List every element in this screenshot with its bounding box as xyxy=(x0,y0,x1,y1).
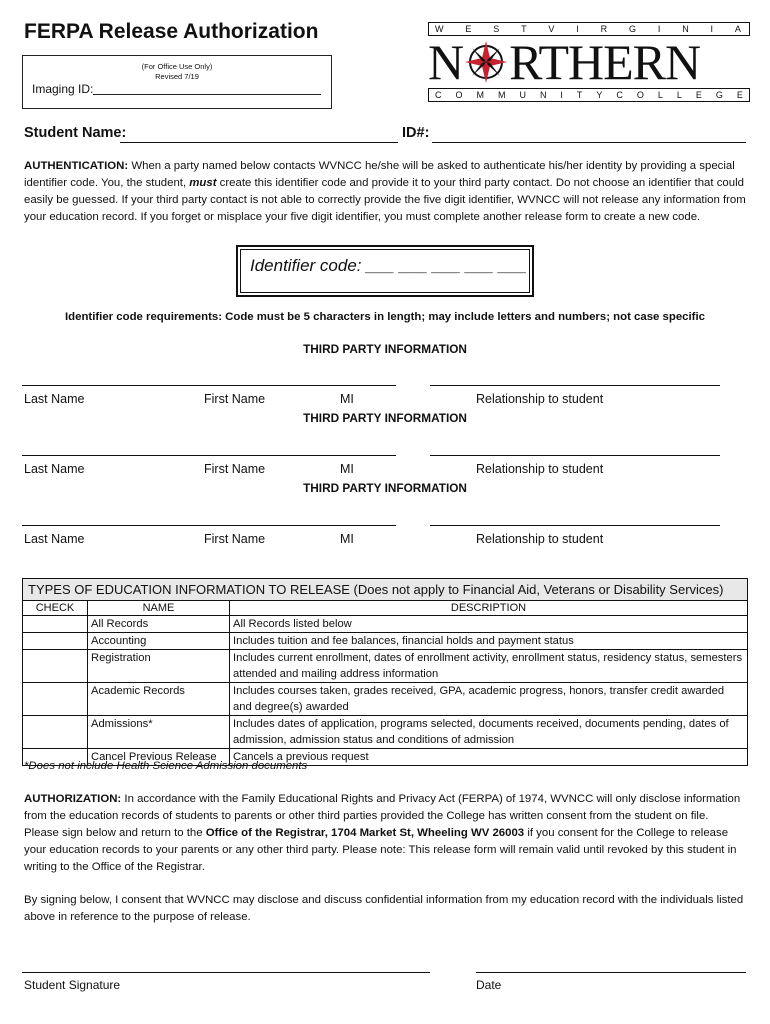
logo-college-letter-2: M xyxy=(476,90,484,100)
check-cell-academic-records[interactable] xyxy=(23,683,88,716)
column-header-name: NAME xyxy=(88,601,230,616)
authentication-emphasis: must xyxy=(189,177,217,189)
mi-label-1: MI xyxy=(340,392,354,406)
logo-college-letter-11: L xyxy=(657,90,663,100)
table-row xyxy=(23,650,748,683)
authorization-text-2: if you consent for the College to release your education records to your parents or any other third party. Please note: This release form will remain valid until revoked by this student in writing to the Office of the Registrar. xyxy=(24,827,737,873)
third-party-name-field-1[interactable] xyxy=(22,385,396,386)
logo-state-letter-7: G xyxy=(628,24,638,34)
release-types-header: TYPES OF EDUCATION INFORMATION TO RELEASE (Does not apply to Financial Aid, Veterans or Disability Services) xyxy=(23,579,748,601)
student-signature-field[interactable] xyxy=(22,972,430,973)
row-name: Registration xyxy=(88,650,230,683)
logo-college-letter-3: M xyxy=(497,90,506,100)
check-cell-admissions[interactable] xyxy=(23,716,88,749)
column-header-description: DESCRIPTION xyxy=(230,601,748,616)
logo-college-letter-14: G xyxy=(715,90,723,100)
table-row xyxy=(23,616,748,633)
compass-rose-icon xyxy=(464,39,508,85)
authentication-text-2: create this identifier code and provide it to your third party contact. Do not choose an identifier that could easily be guessed. If your third party contact is not able to correctly provide the five digit identifier, WVNCC will not release any information from your education record. If you forget or misplace your five digit identifier, you must complete another release form to create a new code. xyxy=(24,177,746,223)
first-name-label-2: First Name xyxy=(204,462,266,476)
student-name-label: Student Name: xyxy=(24,125,127,141)
authentication-text-1: When a party named below contacts WVNCC he/she will be asked to authenticate his/her identity by providing a special identifier code. You, the student, xyxy=(24,160,735,189)
table-row xyxy=(23,683,748,716)
date-label: Date xyxy=(476,978,502,992)
logo-state-letter-1: E xyxy=(465,24,474,34)
logo-college-letter-15: E xyxy=(736,90,743,100)
third-party-title-1: THIRD PARTY INFORMATION xyxy=(303,342,467,356)
logo-college-letter-8: Y xyxy=(596,90,603,100)
first-name-label-1: First Name xyxy=(204,392,266,406)
identifier-code-label: Identifier code: ___ ___ ___ ___ ___ xyxy=(250,256,527,275)
check-cell-registration[interactable] xyxy=(23,650,88,683)
logo-letters-rthern: RTHERN xyxy=(509,34,701,90)
third-party-title-2: THIRD PARTY INFORMATION xyxy=(303,411,467,425)
logo-state-letter-10: I xyxy=(710,24,716,34)
last-name-label-2: Last Name xyxy=(24,462,85,476)
column-header-check: CHECK xyxy=(23,601,88,616)
relationship-label-3: Relationship to student xyxy=(476,532,604,546)
logo-state-letter-11: A xyxy=(734,24,743,34)
date-field[interactable] xyxy=(476,972,746,973)
student-id-field[interactable] xyxy=(432,142,746,143)
authentication-paragraph xyxy=(24,158,746,226)
logo-college-letter-1: O xyxy=(455,90,463,100)
logo-state-letter-2: S xyxy=(493,24,502,34)
page-title: FERPA Release Authorization xyxy=(24,20,319,43)
logo-college-letter-12: L xyxy=(676,90,682,100)
office-use-label: (For Office Use Only) xyxy=(141,62,213,71)
logo-college-letter-7: T xyxy=(576,90,583,100)
first-name-label-3: First Name xyxy=(204,532,266,546)
row-name: Academic Records xyxy=(88,683,230,716)
third-party-relationship-field-3[interactable] xyxy=(430,525,720,526)
logo-state-letter-6: R xyxy=(600,24,610,34)
logo-college-letter-13: E xyxy=(695,90,702,100)
authentication-lead: AUTHENTICATION: xyxy=(24,160,129,172)
logo-state-letter-8: I xyxy=(657,24,663,34)
third-party-relationship-field-1[interactable] xyxy=(430,385,720,386)
college-logo xyxy=(428,22,750,102)
authorization-text-1: In accordance with the Family Educational Rights and Privacy Act (FERPA) of 1974, WVNCC will only disclose information from the education records of students to parents or other third parties provided the College has written consent from the student on file. Please sign below and return to the xyxy=(24,793,741,839)
row-name: Admissions* xyxy=(88,716,230,749)
last-name-label-1: Last Name xyxy=(24,392,85,406)
logo-college-letter-6: I xyxy=(560,90,563,100)
table-row xyxy=(23,633,748,650)
authorization-paragraph xyxy=(24,791,746,876)
logo-state-letter-5: I xyxy=(576,24,581,34)
release-types-table xyxy=(22,578,748,766)
imaging-id-label: Imaging ID: xyxy=(32,82,94,96)
row-description: Includes courses taken, grades received, GPA, academic progress, honors, transfer credit awarded and degree(s) awarded xyxy=(230,683,748,716)
identifier-code-box[interactable] xyxy=(236,245,534,297)
row-description: Includes current enrollment, dates of enrollment activity, enrollment status, residency status, semesters attended and mailing address information xyxy=(230,650,748,683)
row-description: Includes dates of application, programs selected, documents received, documents pending, dates of admission, admission status and conditions of admission xyxy=(230,716,748,749)
office-use-box xyxy=(22,55,332,109)
logo-wordmark xyxy=(428,36,750,88)
row-name: All Records xyxy=(88,616,230,633)
check-cell-all-records[interactable] xyxy=(23,616,88,633)
third-party-relationship-field-2[interactable] xyxy=(430,455,720,456)
logo-state-letter-3: T xyxy=(521,24,529,34)
third-party-name-field-2[interactable] xyxy=(22,455,396,456)
student-signature-label: Student Signature xyxy=(24,978,121,992)
imaging-id-field[interactable] xyxy=(93,94,321,95)
row-name: Cancel Previous Release xyxy=(88,749,230,766)
logo-college-letter-5: N xyxy=(539,90,547,100)
logo-college-letter-10: O xyxy=(636,90,644,100)
mi-label-2: MI xyxy=(340,462,354,476)
logo-letter-n: N xyxy=(428,34,464,90)
consent-paragraph: By signing below, I consent that WVNCC may disclose and discuss confidential information from my education record with the individuals listed above in reference to the purpose of release. xyxy=(24,894,744,923)
relationship-label-2: Relationship to student xyxy=(476,462,604,476)
third-party-name-field-3[interactable] xyxy=(22,525,396,526)
student-name-field[interactable] xyxy=(120,142,398,143)
admissions-footnote: *Does not include Health Science Admission documents xyxy=(24,760,308,772)
revision-label: Revised 7/19 xyxy=(155,72,199,81)
logo-state-letter-9: N xyxy=(682,24,691,34)
third-party-title-3: THIRD PARTY INFORMATION xyxy=(303,481,467,495)
logo-state-letter-0: W xyxy=(435,24,446,34)
student-id-label: ID#: xyxy=(402,125,430,141)
table-row xyxy=(23,716,748,749)
row-description: All Records listed below xyxy=(230,616,748,633)
row-description: Includes tuition and fee balances, financial holds and payment status xyxy=(230,633,748,650)
release-types-column-row xyxy=(23,601,748,616)
check-cell-accounting[interactable] xyxy=(23,633,88,650)
mi-label-3: MI xyxy=(340,532,354,546)
logo-college-band xyxy=(428,88,750,102)
row-name: Accounting xyxy=(88,633,230,650)
logo-college-letter-0: C xyxy=(435,90,442,100)
row-description: Cancels a previous request xyxy=(230,749,748,766)
last-name-label-3: Last Name xyxy=(24,532,85,546)
logo-college-letter-4: U xyxy=(519,90,526,100)
relationship-label-1: Relationship to student xyxy=(476,392,604,406)
logo-state-letter-4: V xyxy=(548,24,557,34)
identifier-requirements: Identifier code requirements: Code must be 5 characters in length; may include letters and numbers; not case specific xyxy=(65,311,705,323)
logo-college-letter-9: C xyxy=(616,90,623,100)
authorization-lead: AUTHORIZATION: xyxy=(24,793,122,805)
registrar-office-address: Office of the Registrar, 1704 Market St, Wheeling WV 26003 xyxy=(205,827,525,839)
release-types-header-row xyxy=(23,579,748,601)
